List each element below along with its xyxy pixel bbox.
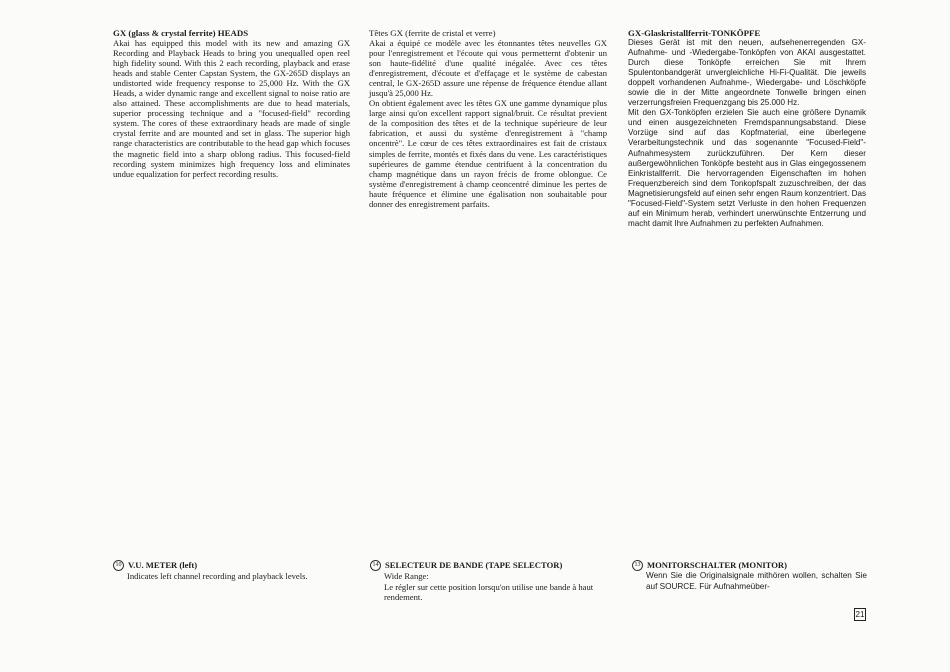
item-number-badge: 10 xyxy=(113,560,124,571)
tape-selector-heading xyxy=(370,560,610,571)
page-number: 21 xyxy=(855,610,865,619)
german-heading: GX-Glaskristallferrit-TONKÖPFE xyxy=(628,28,761,38)
vu-meter-title: V.U. METER (left) xyxy=(128,560,198,571)
monitor-switch-text: Wenn Sie die Originalsignale mithören wollen, schalten Sie auf SOURCE. Für Aufnahmeüber- xyxy=(646,571,867,591)
french-paragraph-1: Akai a équipé ce modèle avec les étonnantes têtes neuvelles GX pour l'enregistrement et l'écoute qui vous permetternt d'obtenir un son haute-fidélité d'une qualité inégalée. Avec ces têtes d'enregistrement, d'écoute et d'effaçage et le système de cabestan central, le GX-265D assure une répense de fréquence étendue allant jusqu'à 25,000 Hz. xyxy=(369,38,607,99)
english-column xyxy=(113,28,350,179)
german-paragraph-2: Mit den GX-Tonköpfen erzielen Sie auch eine größere Dynamik und einen ausgezeichneten Fremdspannungsabstand. Diese Vorzüge sind auf das Kopfmaterial, eine überlegene Verarbeitungstechnik und das sogenannte "Focused-Field"-Aufnahmesystem zurückzuführen. Der Kern dieser außergewöhnlichen Tonköpfe besteht aus in Glas eingegossenem Einkristallferrit. Die hervorragenden Eigenschaften im hohen Frequenzbereich sind dem Tonkopfspalt zuzuschreiben, der das Magnetisierungsfeld auf einen sehr engen Raum konzentriert. Das "Focused-Field"-System setzt Verluste in den hohen Frequenzen auf ein Minimum herab, verhindert unerwünschte Entzerrung und macht damit Ihre Aufnahmen zu perfekten Aufnahmen. xyxy=(628,108,867,228)
german-column xyxy=(628,28,866,229)
monitor-switch-title: MONITORSCHALTER (MONITOR) xyxy=(647,560,787,571)
english-heading: GX (glass & crystal ferrite) HEADS xyxy=(113,28,249,38)
tape-selector-subheading: Wide Range: xyxy=(384,571,429,581)
tape-selector-text: Le régler sur cette position lorsqu'on utilise une bande à haut rendement. xyxy=(384,581,594,602)
german-paragraph-1: Dieses Gerät ist mit den neuen, aufsehenerregenden GX-Aufnahme- und -Wiedergabe-Tonköpfen von AKAI ausgestattet. Durch diese Tonköpfe erreichen Sie mit Ihrem Spulentonbandgerät unvergleichliche Hi-Fi-Qualität. Die jeweils doppelt vorhandenen Aufnahme-, Wiedergabe- und Löschköpfe sowie die in der Mitte angeordnete Tonwelle bringen einen verzerrungsfreien Frequenzgang bis 25.000 Hz. xyxy=(628,38,866,108)
item-number-badge: 13 xyxy=(632,560,643,571)
monitor-switch-item xyxy=(632,560,867,592)
tape-selector-title: SELECTEUR DE BANDE (TAPE SELECTOR) xyxy=(385,560,563,571)
vu-meter-text: Indicates left channel recording and playback levels. xyxy=(127,571,308,581)
vu-meter-item xyxy=(113,560,358,582)
monitor-switch-heading xyxy=(632,560,867,571)
vu-meter-heading xyxy=(113,560,358,571)
french-column xyxy=(369,28,607,209)
english-body: Akai has equipped this model with its new and amazing GX Recording and Playback Heads to bring you unequalled open reel high fidelity sound. With this 2 each recording, playback and erase heads and stable Center Capstan System, the GX-265D displays an undistorted wide frequency response to 25,000 Hz. With the GX Heads, a wider dynamic range and excellent signal to noise ratio are also attained. These accomplishments are due to head materials, superior processing technique and a "focused-field" recording system. The cores of these extraordinary heads are made of single crystal ferrite and are mounted and set in glass. The superior high range characteristics are contributable to the head gap which focuses the magnetic field into a sharp oblong radius. This focused-field recording system minimizes high frequency loss and eliminates undue equalization for perfect recording results. xyxy=(113,38,350,179)
item-number-badge: 14 xyxy=(370,560,381,571)
tape-selector-item xyxy=(370,560,610,603)
french-paragraph-2: On obtient également avec les têtes GX une gamme dynamique plus large ainsi qu'on excellent rapport signal/bruit. Ce résultat previent de la composition des têtes et de la technique supérieure de leur fabrication, et aussi du système d'enregistrement à "champ oncentrè". Le cœur de ces têtes extraordinaires est fait de cristaux simples de ferrite, montés et fixés dans du vene. Les caractéristiques supérieures de gamme étendue centrifuent à la concentration du champ magnétique dans un rayon frécis de frome oblongue. Ce système d'enregistrement à champ ceoncentré diminue les pertes de haute fréquence et élimine une égalisation non souhaitable pour donner des enregistrement parfaits. xyxy=(369,98,607,209)
french-heading: Têtes GX (ferrite de cristal et verre) xyxy=(369,28,496,38)
